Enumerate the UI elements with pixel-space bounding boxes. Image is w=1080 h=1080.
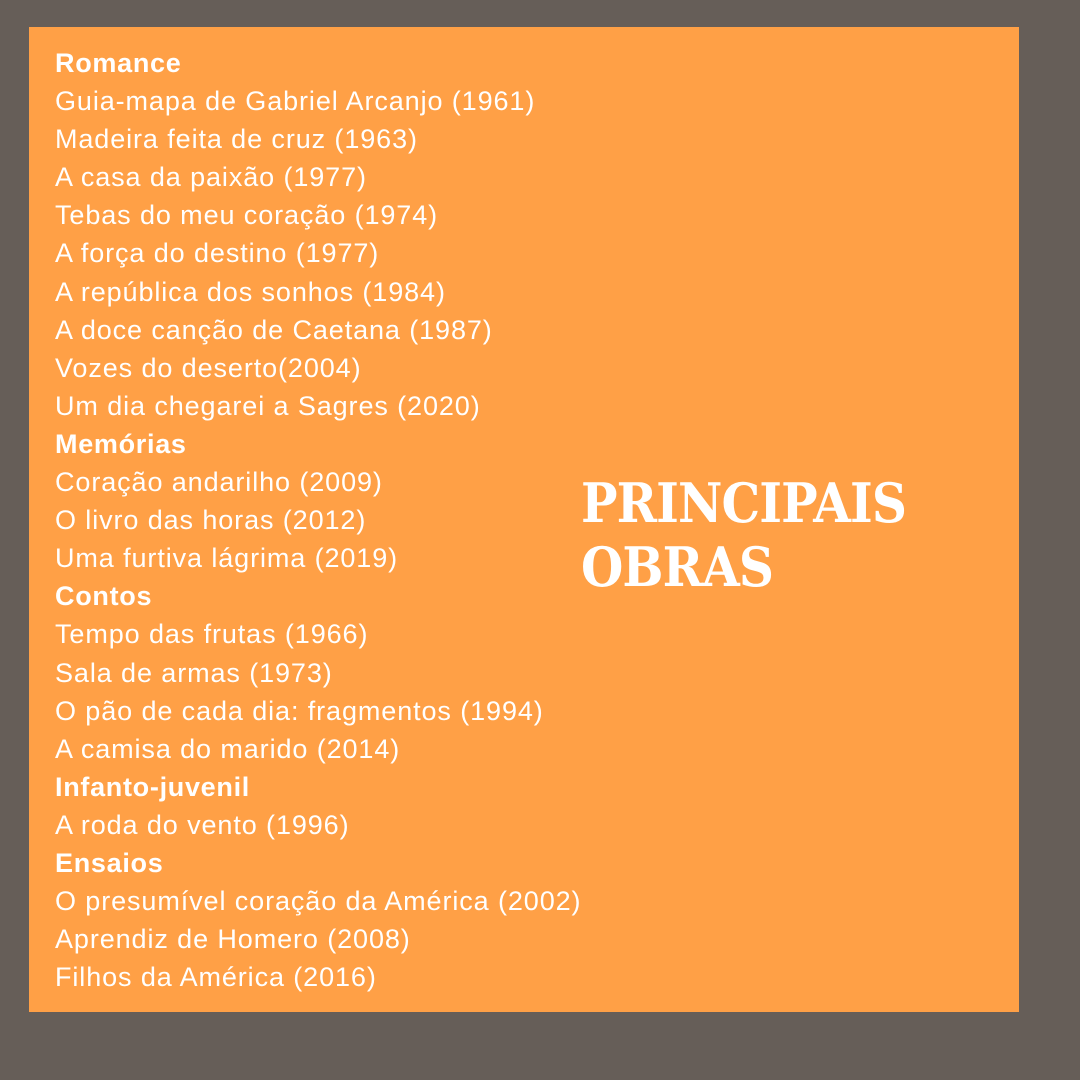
section-infanto-juvenil xyxy=(55,768,675,844)
work-item: Tebas do meu coração (1974) xyxy=(55,200,439,231)
work-item: A casa da paixão (1977) xyxy=(55,162,367,193)
work-item: Sala de armas (1973) xyxy=(55,657,333,688)
work-item: Aprendiz de Homero (2008) xyxy=(55,924,411,955)
work-item: Tempo das frutas (1966) xyxy=(55,619,369,650)
work-item: A roda do vento (1996) xyxy=(55,809,350,840)
section-romance xyxy=(55,44,675,425)
work-item: A força do destino (1977) xyxy=(55,238,380,269)
section-title: Memórias xyxy=(55,428,187,459)
work-item: Madeira feita de cruz (1963) xyxy=(55,124,418,155)
section-title: Infanto-juvenil xyxy=(55,771,250,802)
work-item: O pão de cada dia: fragmentos (1994) xyxy=(55,695,544,726)
work-item: Um dia chegarei a Sagres (2020) xyxy=(55,390,481,421)
work-item: Uma furtiva lágrima (2019) xyxy=(55,543,399,574)
section-title: Ensaios xyxy=(55,847,164,878)
headline-line-2: OBRAS xyxy=(581,535,774,599)
work-item: A camisa do marido (2014) xyxy=(55,733,401,764)
section-ensaios xyxy=(55,844,675,996)
section-title: Romance xyxy=(55,48,182,78)
work-item: Guia-mapa de Gabriel Arcanjo (1961) xyxy=(55,86,536,117)
work-item: O livro das horas (2012) xyxy=(55,505,367,536)
section-contos xyxy=(55,577,675,767)
work-item: Coração andarilho (2009) xyxy=(55,467,383,498)
work-item: Filhos da América (2016) xyxy=(55,962,377,993)
work-item: A república dos sonhos (1984) xyxy=(55,276,446,307)
section-title: Contos xyxy=(55,581,153,612)
work-item: A doce canção de Caetana (1987) xyxy=(55,314,493,345)
headline-line-1: PRINCIPAIS xyxy=(581,471,907,535)
orange-panel xyxy=(29,27,1019,1012)
headline-title xyxy=(581,471,968,599)
work-item: O presumível coração da América (2002) xyxy=(55,886,582,917)
work-item: Vozes do deserto(2004) xyxy=(55,352,362,383)
